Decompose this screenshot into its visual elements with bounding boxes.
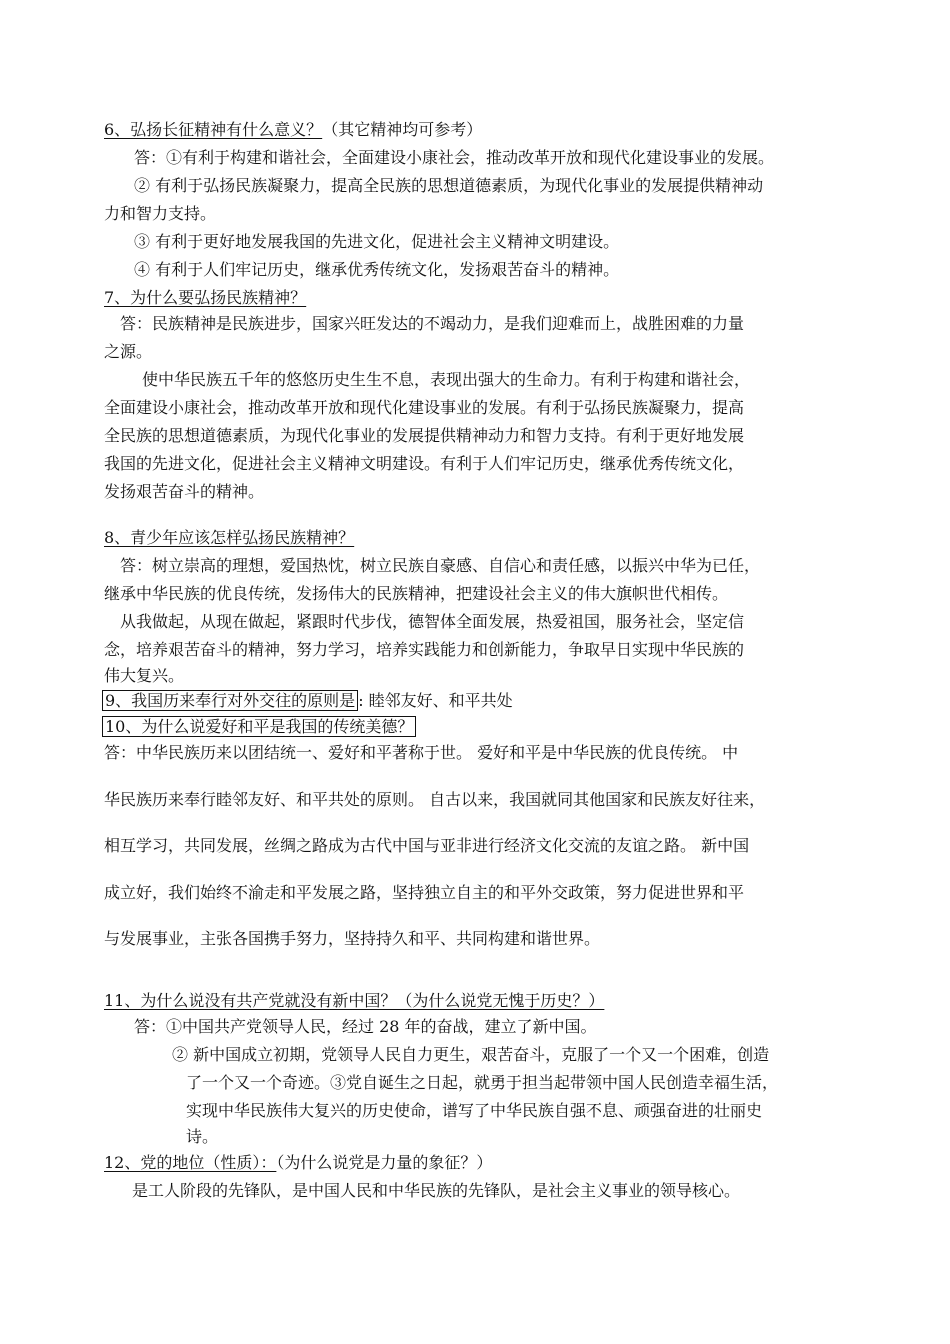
q12-title: 12、党的地位（性质）： [104,1153,277,1172]
q6-answer-2-line-2: 力和智力支持。 [104,204,217,223]
q8-answer-line-1: 答：树立崇高的理想，爱国热忱，树立民族自豪感、自信心和责任感，以振兴中华为已任， [120,556,761,575]
q10-answer-line-4: 成立好，我们始终不渝走和平发展之路，坚持独立自主的和平外交政策，努力促进世界和平 [104,883,745,902]
q10-heading [102,716,416,738]
q7-answer-line-2: 之源。 [104,342,153,361]
q6-heading [104,119,482,141]
q11-answer-1: 答：①中国共产党领导人民，经过 28 年的奋战，建立了新中国。 [134,1017,597,1036]
q9-answer: : 睦邻友好、和平共处 [358,691,513,710]
q6-answer-4: ④ 有利于人们牢记历史，继承优秀传统文化，发扬艰苦奋斗的精神。 [134,260,620,279]
q8-para-line-2: 念，培养艰苦奋斗的精神，努力学习，培养实践能力和创新能力，争取早日实现中华民族的 [104,640,745,659]
q7-para-line-1: 使中华民族五千年的悠悠历史生生不息，表现出强大的生命力。有利于构建和谐社会， [142,370,751,389]
q8-para-line-3: 伟大复兴。 [104,666,185,685]
q11-answer-2-line-4: 诗。 [186,1127,219,1146]
q12-answer: 是工人阶段的先锋队，是中国人民和中华民族的先锋队，是社会主义事业的领导核心。 [132,1181,741,1200]
q11-title: 11、为什么说没有共产党就没有新中国？（为什么说党无愧于历史？） [104,991,605,1010]
q12-heading [104,1152,492,1174]
q11-answer-2-line-1: ② 新中国成立初期，党领导人民自力更生，艰苦奋斗，克服了一个又一个困难，创造 [172,1045,770,1064]
q6-note: （其它精神均可参考） [322,120,483,139]
q10-answer-line-5: 与发展事业，主张各国携手努力，坚持持久和平、共同构建和谐世界。 [104,929,601,948]
q7-para-line-5: 发扬艰苦奋斗的精神。 [104,482,265,501]
q7-title: 7、为什么要弘扬民族精神？ [104,288,307,307]
q10-answer-line-2: 华民族历来奉行睦邻友好、和平共处的原则。 自古以来，我国就同其他国家和民族友好往来， [104,790,766,809]
q11-answer-2-line-2: 了一个又一个奇迹。③党自诞生之日起，就勇于担当起带领中国人民创造幸福生活， [186,1073,779,1092]
q11-answer-2-line-3: 实现中华民族伟大复兴的历史使命，谱写了中华民族自强不息、顽强奋进的壮丽史 [186,1101,763,1120]
q7-para-line-3: 全民族的思想道德素质，为现代化事业的发展提供精神动力和智力支持。有利于更好地发展 [104,426,745,445]
q7-para-line-4: 我国的先进文化，促进社会主义精神文明建设。有利于人们牢记历史，继承优秀传统文化， [104,454,745,473]
q7-answer-line-1: 答：民族精神是民族进步，国家兴旺发达的不竭动力，是我们迎难而上，战胜困难的力量 [120,314,745,333]
q12-note: （为什么说党是力量的象征？） [276,1153,493,1172]
q9-title: 9、我国历来奉行对外交往的原则是 [102,690,358,711]
q6-title: 6、弘扬长征精神有什么意义？ [104,120,323,139]
q8-para-line-1: 从我做起，从现在做起，紧跟时代步伐，德智体全面发展，热爱祖国，服务社会，坚定信 [120,612,745,631]
q10-title: 10、为什么说爱好和平是我国的传统美德？ [102,716,416,737]
q6-answer-2-line-1: ② 有利于弘扬民族凝聚力，提高全民族的思想道德素质，为现代化事业的发展提供精神动 [134,176,764,195]
q6-answer-3: ③ 有利于更好地发展我国的先进文化，促进社会主义精神文明建设。 [134,232,620,251]
q7-para-line-2: 全面建设小康社会，推动改革开放和现代化建设事业的发展。有利于弘扬民族凝聚力，提高 [104,398,745,417]
q10-answer-line-3: 相互学习，共同发展，丝绸之路成为古代中国与亚非进行经济文化交流的友谊之路。 新中国 [104,836,750,855]
q7-heading [104,287,306,309]
q11-heading [104,990,604,1012]
q8-title: 8、青少年应该怎样弘扬民族精神？ [104,528,355,547]
q8-answer-line-2: 继承中华民族的优良传统，发扬伟大的民族精神，把建设社会主义的伟大旗帜世代相传。 [104,584,729,603]
q10-answer-line-1: 答：中华民族历来以团结统一、爱好和平著称于世。 爱好和平是中华民族的优良传统。 中 [104,743,739,762]
q8-heading [104,527,354,549]
q9-line [102,690,513,712]
q6-answer-1: 答：①有利于构建和谐社会，全面建设小康社会，推动改革开放和现代化建设事业的发展。 [134,148,775,167]
